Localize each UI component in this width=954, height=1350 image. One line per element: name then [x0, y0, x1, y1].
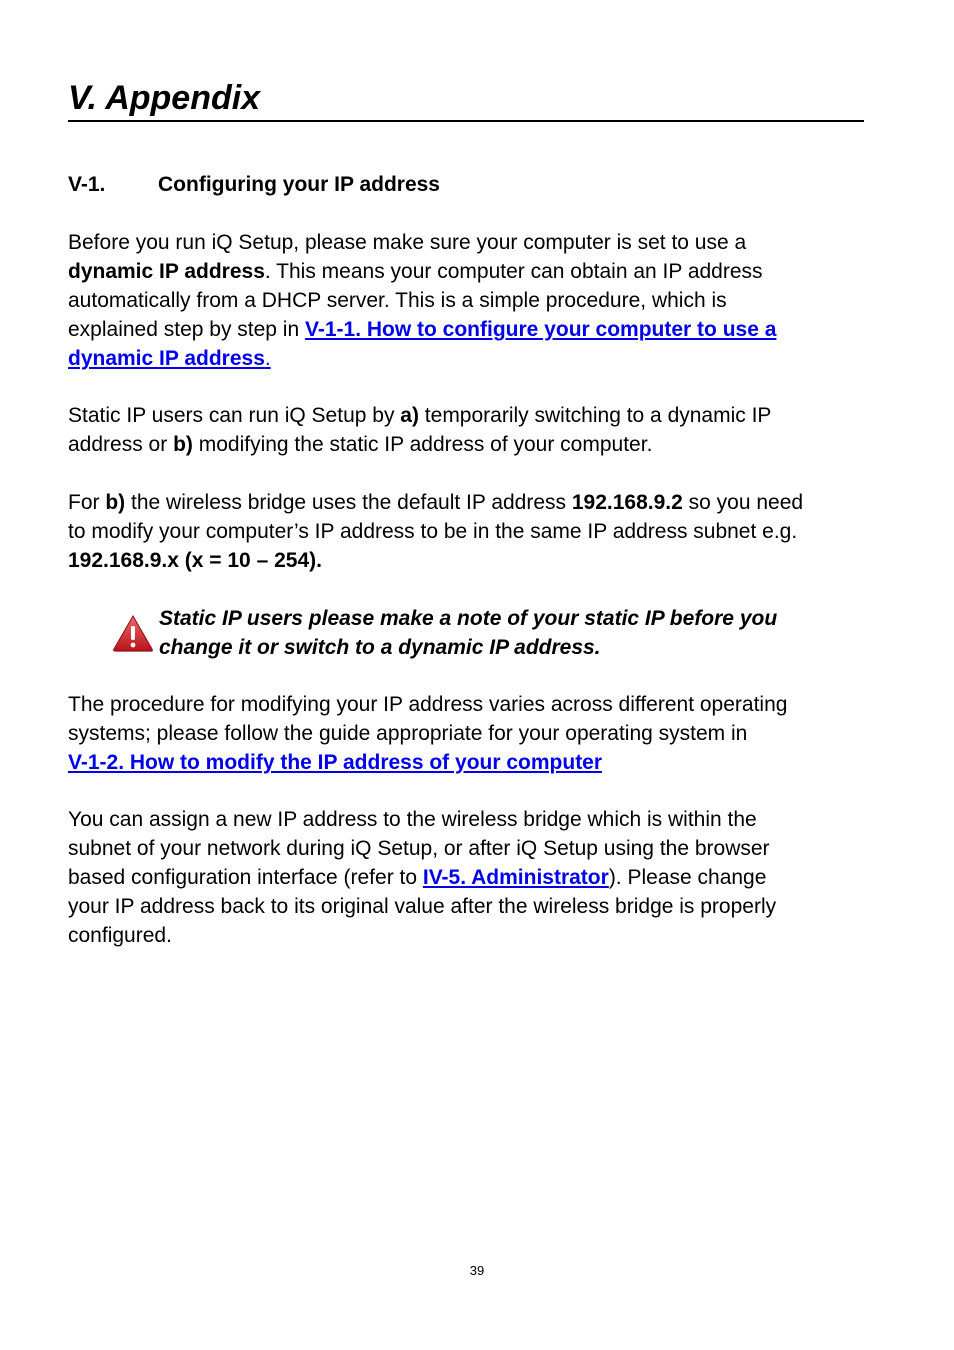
- link-configure-dynamic-ip-cont[interactable]: dynamic IP address: [68, 347, 265, 370]
- option-b-label: b): [105, 491, 126, 514]
- text-line: [68, 748, 898, 777]
- text-line: systems; please follow the guide appropriate for your operating system in: [68, 722, 748, 745]
- text-line: You can assign a new IP address to the wireless bridge which is within the: [68, 808, 757, 831]
- paragraph-os-procedure: [68, 690, 898, 777]
- text-line: The procedure for modifying your IP address varies across different operating: [68, 693, 788, 716]
- text-line: [68, 546, 898, 575]
- page-number: 39: [469, 1263, 485, 1278]
- subnet-range: 192.168.9.x (x = 10 – 254).: [68, 549, 322, 572]
- bold-term: dynamic IP address: [68, 260, 265, 283]
- page-title: V. Appendix: [68, 79, 261, 117]
- text-line: Before you run iQ Setup, please make sure your computer is set to use a: [68, 231, 747, 254]
- link-modify-ip-address[interactable]: V-1-2. How to modify the IP address of your computer: [68, 751, 603, 774]
- warning-text: [159, 604, 777, 662]
- paragraph-default-ip: [68, 488, 898, 575]
- text-line: subnet of your network during iQ Setup, or after iQ Setup using the browser: [68, 837, 770, 860]
- text-line: Static IP users please make a note of your static IP before you: [159, 607, 778, 630]
- link-administrator[interactable]: IV-5. Administrator: [422, 866, 609, 889]
- section-heading: [68, 170, 440, 200]
- text-line: [68, 344, 898, 373]
- link-period[interactable]: .: [264, 347, 271, 370]
- text-line: Static IP users can run iQ Setup by a) temporarily switching to a dynamic IP: [68, 404, 772, 427]
- text-line: to modify your computer’s IP address to be in the same IP address subnet e.g.: [68, 520, 798, 543]
- link-configure-dynamic-ip[interactable]: V-1-1. How to configure your computer to use a: [305, 318, 777, 341]
- paragraph-assign-ip: [68, 805, 898, 950]
- warning-note: [112, 604, 872, 664]
- text-line: based configuration interface (refer to IV-5. Administrator). Please change: [68, 866, 767, 889]
- warning-triangle-icon: [112, 614, 154, 652]
- text-line: automatically from a DHCP server. This is a simple procedure, which is: [68, 289, 727, 312]
- text-line: address or b) modifying the static IP address of your computer.: [68, 433, 653, 456]
- text-line: For b) the wireless bridge uses the default IP address 192.168.9.2 so you need: [68, 491, 804, 514]
- title-divider: [68, 120, 864, 122]
- paragraph-static-ip: [68, 401, 898, 459]
- section-number: V-1.: [68, 173, 106, 196]
- text-line: your IP address back to its original value after the wireless bridge is properly: [68, 895, 777, 918]
- paragraph-dynamic-ip: [68, 228, 898, 373]
- text-line: configured.: [68, 924, 172, 947]
- default-ip-value: 192.168.9.2: [571, 491, 683, 514]
- text-line: explained step by step in V-1-1. How to configure your computer to use a: [68, 318, 777, 341]
- text-line: dynamic IP address. This means your computer can obtain an IP address: [68, 260, 763, 283]
- section-title: Configuring your IP address: [158, 173, 440, 196]
- text-line: change it or switch to a dynamic IP address.: [159, 636, 601, 659]
- option-b-label: b): [173, 433, 193, 456]
- option-a-label: a): [400, 404, 419, 427]
